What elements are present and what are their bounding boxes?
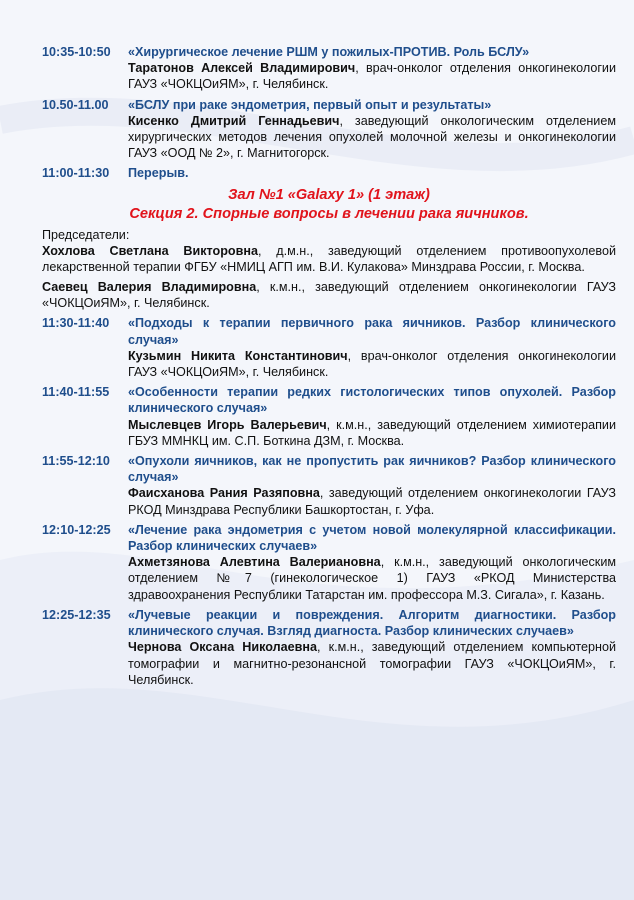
entry-time: 10:35-10:50 <box>42 45 111 59</box>
program-entry <box>42 97 616 162</box>
chair-info: , д.м.н., заведующий отделением противоопухолевой лекарственной терапии ФГБУ «НМИЦ АГП им. В.И. Кулакова» Минздрава России, г. Москва. <box>42 243 616 274</box>
break-title: Перерыв. <box>128 166 189 181</box>
speaker-info: , к.м.н., заведующий отделением химиотерапии ГБУЗ ММНКЦ им. С.П. Боткина ДЗМ, г. Москва. <box>128 417 616 448</box>
speaker-name: Кузьмин Никита Константинович <box>128 348 348 363</box>
program-entry <box>42 384 616 449</box>
entry-time: 11:55-12:10 <box>42 454 110 469</box>
speaker-info: , заведующий онкологическим отделением хирургических методов лечения опухолей молочной железы и онкогинекологии ГАУЗ «ООД № 2», г. Магнитогорск. <box>128 113 616 161</box>
entry-speaker <box>128 639 616 688</box>
speaker-info: , заведующий отделением онкогинекологии ГАУЗ РКОД Минздрава Республики Башкортостан, г. Уфа. <box>128 486 616 517</box>
entry-time: 12:25-12:35 <box>42 607 111 622</box>
entry-speaker <box>128 554 616 603</box>
chair-name: Саевец Валерия Владимировна <box>42 280 257 295</box>
entry-speaker <box>128 348 616 380</box>
entry-speaker <box>128 417 616 449</box>
entry-speaker <box>128 60 616 92</box>
program-entry <box>42 607 616 688</box>
entry-speaker <box>128 113 616 162</box>
speaker-name: Ахметзянова Алевтина Валериановна <box>128 555 381 570</box>
entry-time: 10.50-11.00 <box>42 97 109 112</box>
program-entry <box>42 315 616 380</box>
entry-speaker <box>128 485 616 517</box>
entry-title: «Подходы к терапии первичного рака яичников. Разбор клинического случая» <box>128 316 616 347</box>
entry-title: «Лечение рака эндометрия с учетом новой молекулярной классификации. Разбор клинических случаев» <box>128 522 616 554</box>
speaker-name: Мыслевцев Игорь Валерьевич <box>128 417 327 432</box>
entry-time: 11:30-11:40 <box>42 316 110 331</box>
program-entry <box>42 453 616 518</box>
entry-title: «Особенности терапии редких гистологических типов опухолей. Разбор клинического случая» <box>128 385 616 416</box>
chair-name: Хохлова Светлана Викторовна <box>42 243 258 258</box>
break-time: 11:00-11:30 <box>42 166 110 181</box>
speaker-name: Таратонов Алексей Владимирович <box>128 61 356 76</box>
entry-time: 12:10-12:25 <box>42 522 111 537</box>
chair-person <box>42 243 616 275</box>
hall-heading: Зал №1 «Galaxy 1» (1 этаж) <box>228 186 430 203</box>
speaker-name: Фаисханова Рания Разяповна <box>128 486 320 501</box>
entry-time: 11:40-11:55 <box>42 385 110 400</box>
speaker-info: , врач-онколог отделения онкогинекологии ГАУЗ «ЧОКЦОиЯМ», г. Челябинск. <box>128 348 616 380</box>
chair-person <box>42 279 616 311</box>
speaker-info: , врач-онколог отделения онкогинекологии ГАУЗ «ЧОКЦОиЯМ», г. Челябинск. <box>128 61 616 92</box>
speaker-info: , к.м.н., заведующий отделением компьютерной томографии и магнитно-резонансной томографии ГАУЗ «ЧОКЦОиЯМ», г. Челябинск. <box>128 640 616 687</box>
program-entry <box>42 522 616 603</box>
entry-title: «БСЛУ при раке эндометрия, первый опыт и результаты» <box>128 97 492 112</box>
chair-info: , к.м.н., заведующий отделением онкогинекологии ГАУЗ «ЧОКЦОиЯМ», г. Челябинск. <box>42 280 617 311</box>
entry-title: «Опухоли яичников, как не пропустить рак яичников? Разбор клинического случая» <box>128 454 616 485</box>
speaker-info: , к.м.н., заведующий онкологическим отделением №7 (гинекологическое 1) ГАУЗ «РКОД Министерства здравоохранения Республики Татарстан им. профессора М.З. Сигала», г. Казань. <box>128 555 617 602</box>
program-entry <box>42 44 616 93</box>
section-heading: Секция 2. Спорные вопросы в лечении рака яичников. <box>129 205 529 222</box>
entry-title: «Хирургическое лечение РШМ у пожилых-ПРОТИВ. Роль БСЛУ» <box>128 45 530 59</box>
entry-title: «Лучевые реакции и повреждения. Алгоритм диагностики. Разбор клинического случая. Взгляд диагноста. Разбор клинических случаев» <box>128 607 616 639</box>
speaker-name: Кисенко Дмитрий Геннадьевич <box>128 113 340 128</box>
chairs-label: Председатели: <box>42 227 130 242</box>
speaker-name: Чернова Оксана Николаевна <box>128 640 317 655</box>
break-entry <box>42 165 616 181</box>
